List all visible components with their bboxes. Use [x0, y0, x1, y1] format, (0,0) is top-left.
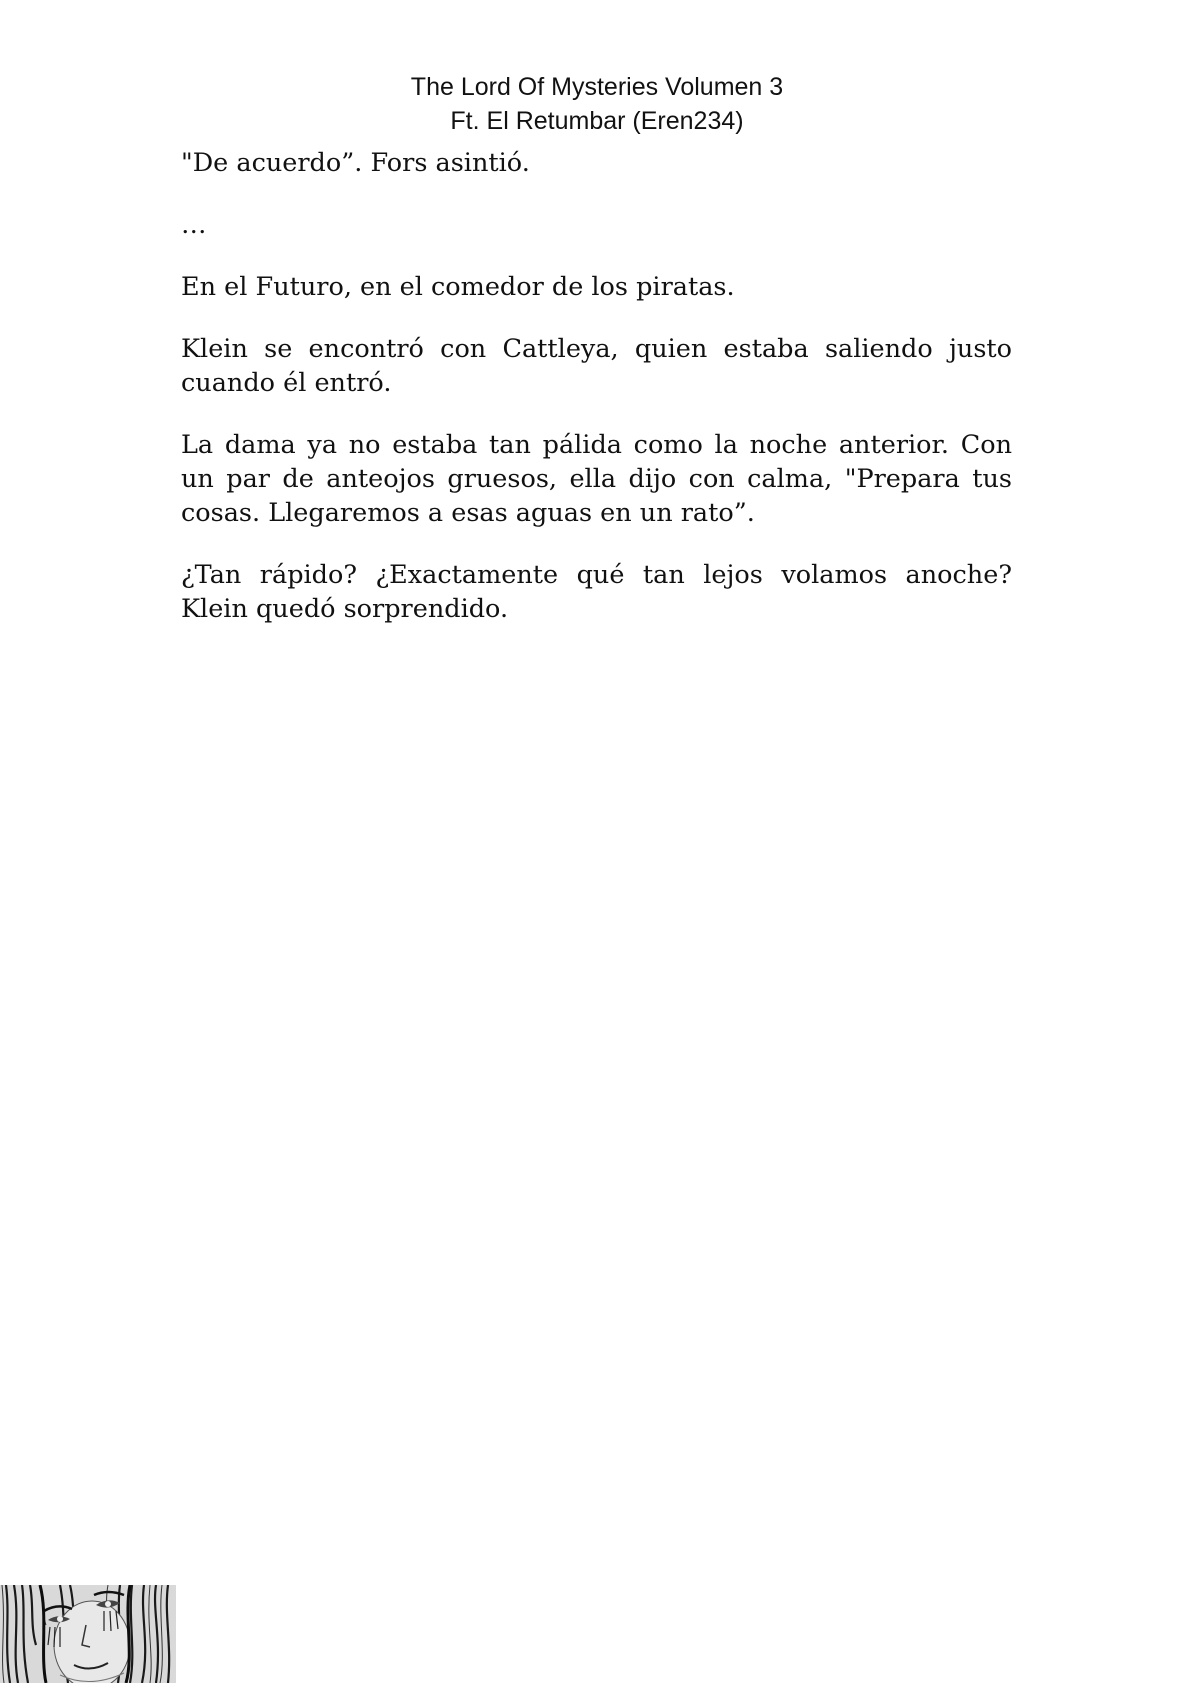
paragraph: "De acuerdo”. Fors asintió.	[181, 148, 530, 178]
document-body	[181, 146, 1012, 654]
paragraph: …	[181, 210, 207, 240]
header-title: The Lord Of Mysteries Volumen 3	[410, 73, 784, 101]
manga-portrait-icon	[0, 1585, 176, 1683]
header-subtitle: Ft. El Retumbar (Eren234)	[450, 107, 744, 135]
paragraph: La dama ya no estaba tan pálida como la noche anterior. Con un par de anteojos gruesos, ella dijo con calma, "Prepara tus cosas. Llegaremos a esas aguas en un rato”.	[181, 430, 1012, 528]
paragraph: Klein se encontró con Cattleya, quien estaba saliendo justo cuando él entró.	[181, 334, 1012, 398]
paragraph: ¿Tan rápido? ¿Exactamente qué tan lejos volamos anoche? Klein quedó sorprendido.	[181, 560, 1012, 624]
paragraph: En el Futuro, en el comedor de los piratas.	[181, 272, 735, 302]
page-header	[0, 70, 1190, 138]
